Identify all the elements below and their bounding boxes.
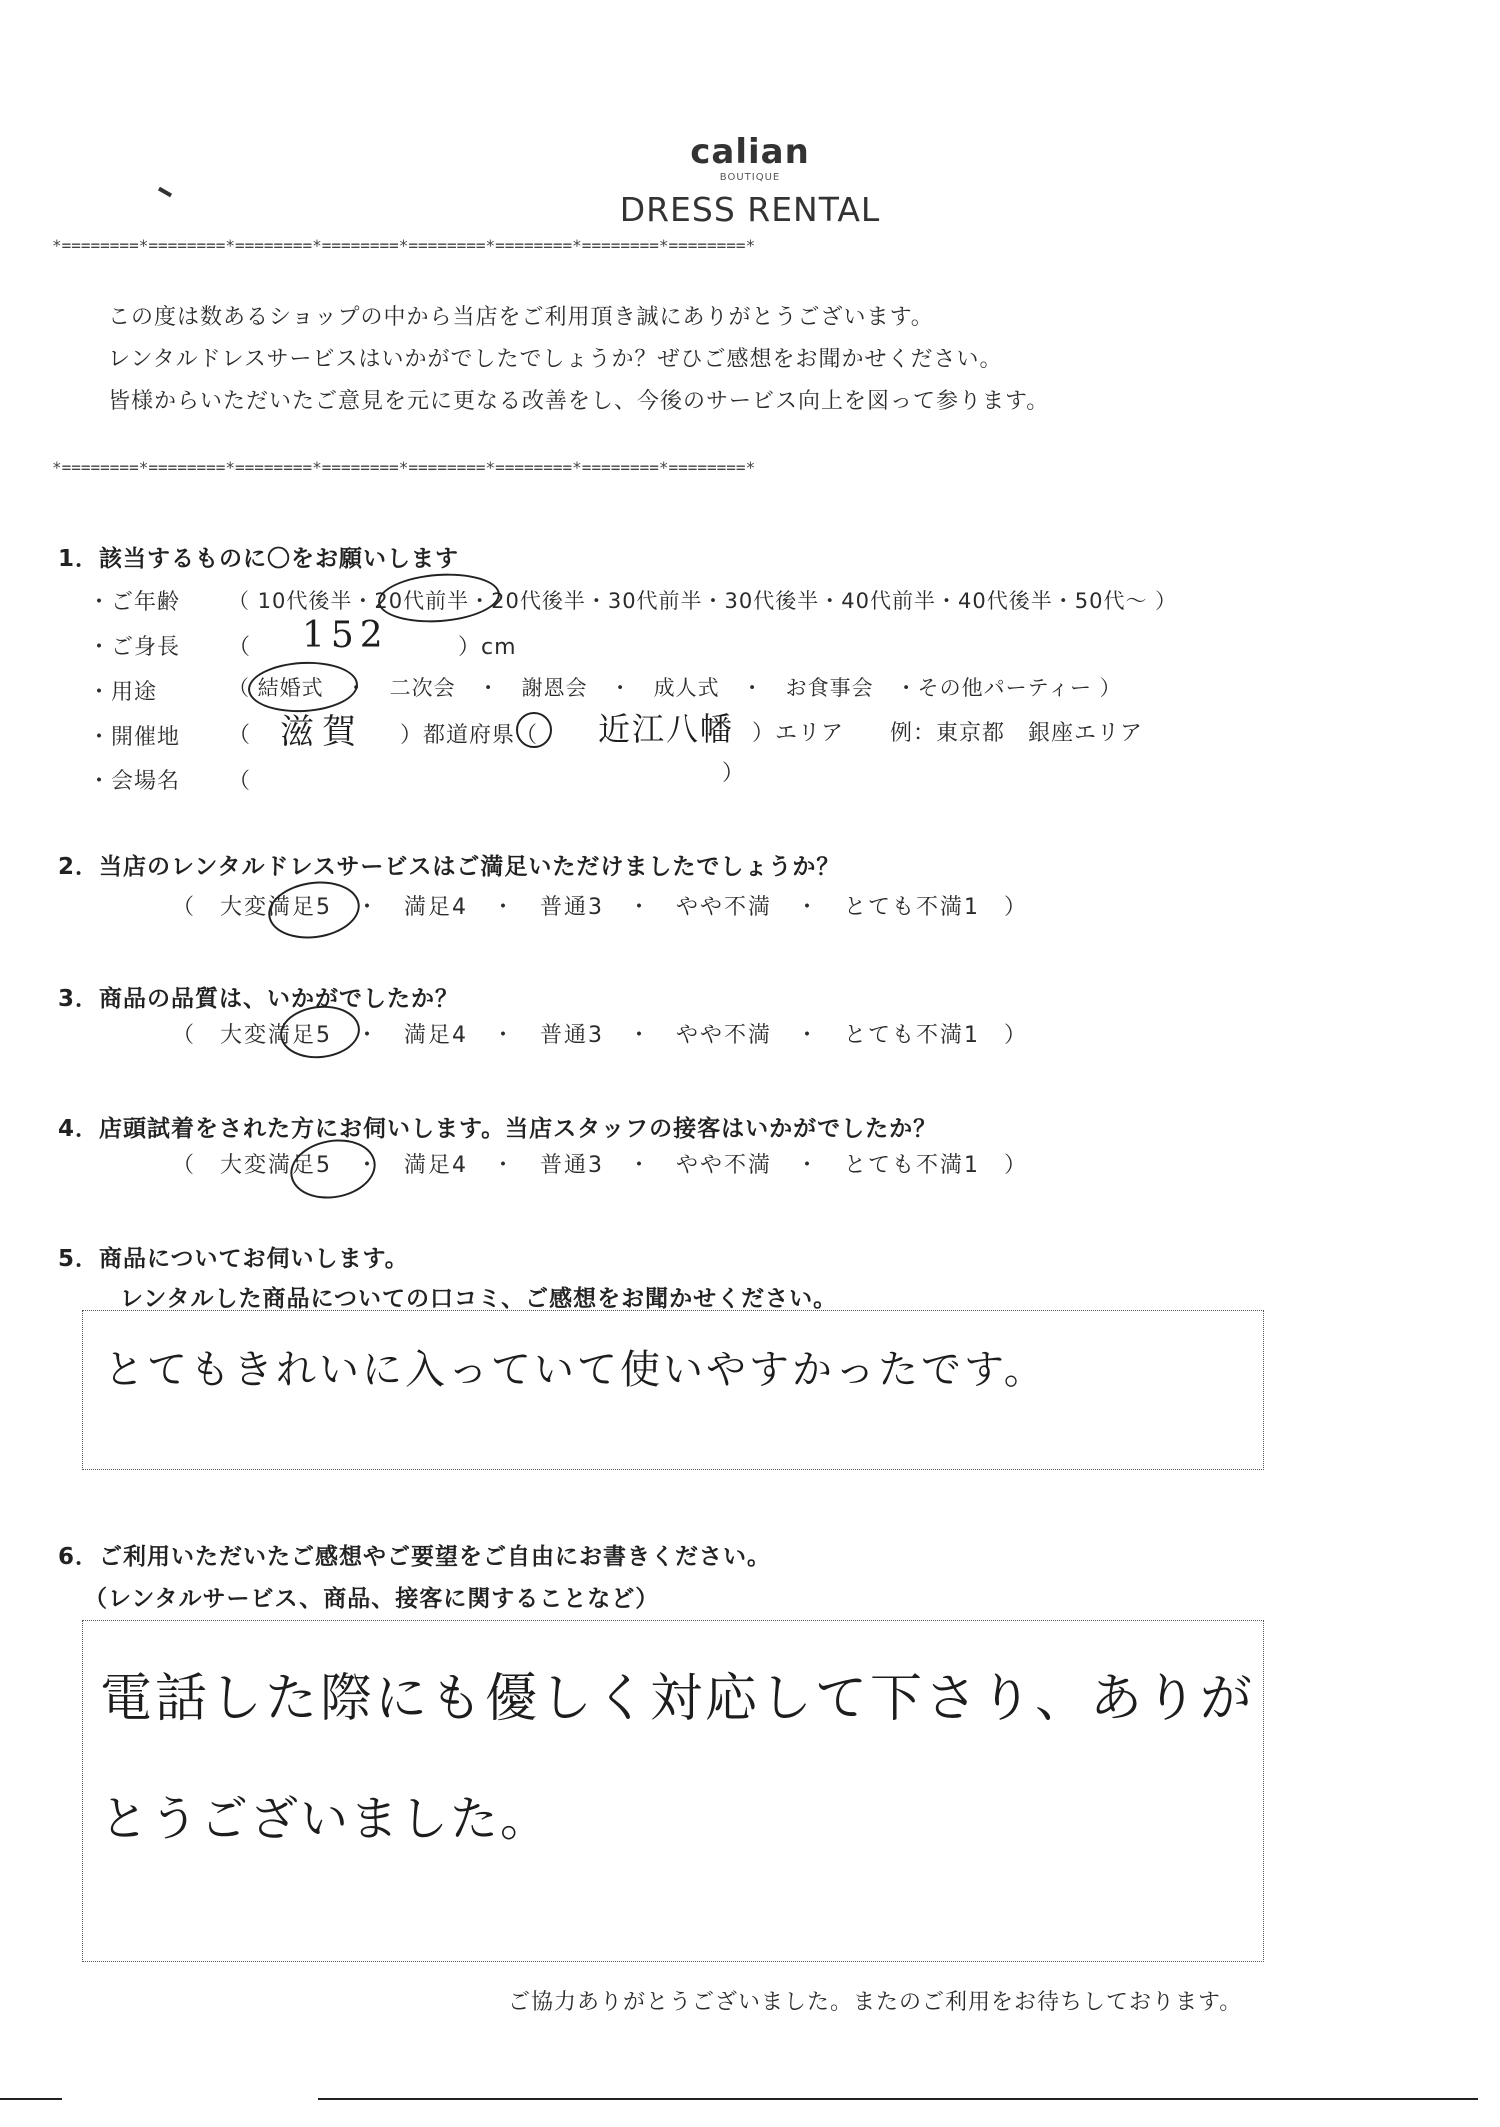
bottom-rule-left (0, 2098, 62, 2100)
q4-selected-circle (286, 1133, 381, 1205)
venue-middle: ）都道府県（ (400, 723, 539, 748)
height-label: ・ご身長 (88, 635, 181, 660)
intro-line-1: この度は数あるショップの中から当店をご利用頂き誠にありがとうございます。 (108, 305, 934, 330)
bottom-rule-right (318, 2098, 1478, 2100)
intro-line-3: 皆様からいただいたご意見を元に更なる改善をし、今後のサービス向上を図って参ります。 (108, 389, 1050, 414)
intro-line-2: レンタルドレスサービスはいかがでしたでしょうか？ぜひご感想をお聞かせください。 (108, 347, 1003, 372)
hall-open-paren: （ (228, 769, 252, 794)
separator-top: *========*========*========*========*========*========*========*========* (52, 236, 756, 255)
venue-area: 近江八幡 (598, 710, 735, 748)
page-title: DRESS RENTAL (619, 190, 881, 229)
q1-title: 1．該当するものに〇をお願いします (58, 546, 460, 572)
q2-title: 2．当店のレンタルドレスサービスはご満足いただけましたでしょうか？ (58, 854, 841, 880)
venue-open-paren: （ (228, 723, 252, 748)
venue-label: ・開催地 (88, 725, 181, 750)
height-unit: ）cm (458, 635, 517, 660)
q5-subtitle: レンタルした商品についての口コミ、ご感想をお聞かせください。 (120, 1286, 838, 1312)
height-open-paren: （ (228, 635, 252, 660)
brand-logo-sub: BOUTIQUE (719, 172, 781, 183)
hall-label: ・会場名 (88, 769, 181, 794)
separator-bottom: *========*========*========*========*========*========*========*========* (52, 458, 756, 477)
brand-logo: calian (690, 132, 810, 172)
q2-selected-circle (265, 876, 364, 944)
q6-answer-line-1: 電話した際にも優しく対応して下さり、ありが (100, 1669, 1256, 1729)
q3-title: 3．商品の品質は、いかがでしたか？ (58, 986, 460, 1012)
q6-subtitle: （レンタルサービス、商品、接客に関することなど） (84, 1586, 660, 1612)
venue-after: ）エリア 例：東京都 銀座エリア (752, 721, 1144, 746)
hall-close-paren: ） (722, 761, 746, 786)
venue-prefecture: 滋賀 (280, 712, 364, 752)
q5-answer: とてもきれいに入っていて使いやすかったです。 (104, 1347, 1047, 1393)
q4-title: 4．店頭試着をされた方にお伺いします。当店スタッフの接客はいかがでしたか？ (58, 1116, 938, 1142)
purpose-label: ・用途 (88, 680, 158, 705)
q6-answer-line-2: とうございました。 (100, 1791, 551, 1847)
q3-options: （ 大変満足5 ・ 満足4 ・ 普通3 ・ やや不満 ・ とても不満1 ） (172, 1023, 1028, 1048)
q5-title: 5．商品についてお伺いします。 (58, 1246, 409, 1272)
q2-options: （ 大変満足5 ・ 満足4 ・ 普通3 ・ やや不満 ・ とても不満1 ） (172, 895, 1028, 920)
age-selected-circle (376, 570, 501, 626)
age-options: （ 10代後半・20代前半・20代後半・30代前半・30代後半・40代前半・40代後半・50代～ ） (228, 589, 1178, 613)
q6-title: 6．ご利用いただいたご感想やご要望をご自由にお書きください。 (58, 1544, 772, 1570)
purpose-options: （ 結婚式 ・ 二次会 ・ 謝恩会 ・ 成人式 ・ お食事会 ・その他パーティー ） (228, 676, 1122, 700)
venue-pref-selected-circle (516, 712, 552, 748)
height-value: 152 (302, 615, 389, 656)
q4-options: （ 大変満足5 ・ 満足4 ・ 普通3 ・ やや不満 ・ とても不満1 ） (172, 1153, 1028, 1178)
footer-message: ご協力ありがとうございました。またのご利用をお待ちしております。 (508, 1990, 1243, 2015)
age-label: ・ご年齢 (88, 590, 181, 615)
